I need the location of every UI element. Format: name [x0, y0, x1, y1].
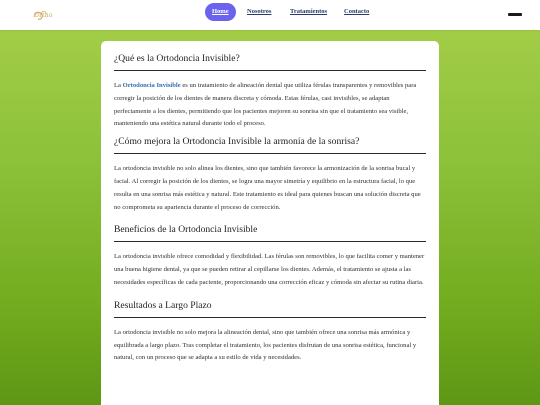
nav-contacto[interactable]: Contacto — [344, 8, 370, 15]
section-heading: Resultados a Largo Plazo — [114, 300, 426, 318]
section-heading: ¿Qué es la Ortodoncia Invisible? — [114, 53, 426, 71]
highlight-term: Ortodoncia Invisible — [122, 82, 181, 90]
section-what-is — [114, 53, 426, 131]
section-paragraph — [114, 80, 426, 131]
nav-nosotros[interactable]: Nosotros — [247, 8, 272, 15]
section-results — [114, 300, 426, 365]
section-paragraph: La ortodoncia invisible no solo alinea los dientes, sino que también favorece la armonización de la sonrisa bucal y facial. Al corregir la posición de los dientes, se logra una mayor simetría y equilibrio en la estructura facial, lo que resulta en una sonrisa más estética y natural. Este tratamiento es ideal para quienes buscan una solución discreta que no comprometa su apariencia durante el proceso de corrección. — [114, 165, 421, 211]
section-paragraph: La ortodoncia invisible ofrece comodidad y flexibilidad. Las férulas son removibles, lo que facilita comer y mantener una buena higiene dental, ya que se pueden retirar al cepillarse los dientes. Además, el tratamiento se ajusta a las necesidades específicas de cada paciente, proporcionando una corrección eficaz y cómoda sin afectar su rutina diaria. — [114, 253, 425, 287]
paragraph-text: es un tratamiento de alineación dental que utiliza férulas transparentes y removibles para corregir la posición de los dientes de manera discreta y cómoda. Estas férulas, casi invisibles, se adaptan perfectamente a los dientes, permitiendo que los pacientes mejoren su sonrisa sin que el tratamiento sea visible, manteniendo una estética natural durante todo el proceso. — [114, 82, 417, 128]
section-benefits — [114, 224, 426, 289]
section-harmony — [114, 136, 426, 214]
content-card — [101, 41, 439, 405]
section-heading: ¿Cómo mejora la Ortodoncia Invisible la armonía de la sonrisa? — [114, 136, 426, 154]
logo-text: Ortho — [34, 12, 53, 19]
nav-home[interactable]: Home — [205, 3, 236, 21]
section-heading: Beneficios de la Ortodoncia Invisible — [114, 224, 426, 242]
section-paragraph: La ortodoncia invisible no solo mejora la alineación dental, sino que también ofrece una sonrisa más armónica y equilibrada a largo plazo. Tras completar el tratamiento, los pacientes disfrutan de una sonrisa estética, funcional y natural, con un proceso que se adapta a su estilo de vida y necesidades. — [114, 328, 417, 362]
nav-tratamientos[interactable]: Tratamientos — [290, 8, 328, 15]
intro-text: La — [114, 82, 123, 90]
top-navbar — [0, 0, 540, 30]
menu-toggle-icon[interactable] — [508, 13, 522, 16]
